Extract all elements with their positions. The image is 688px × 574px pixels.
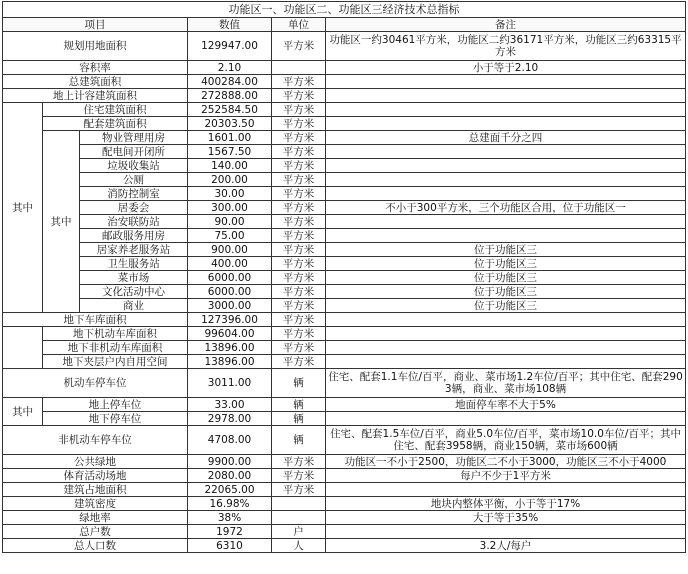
row-note: 每户不少于1平方米 (326, 469, 686, 483)
row-note: 功能区一约30461平方米，功能区二约36171平方米，功能区三约63315平方米 (326, 32, 686, 61)
header-unit: 单位 (272, 18, 326, 32)
row-item: 地下停车位 (43, 412, 188, 426)
table-row (3, 497, 686, 511)
row-value: 300.00 (188, 201, 272, 215)
row-unit: 平方米 (272, 145, 326, 159)
row-note (326, 355, 686, 369)
row-note (326, 525, 686, 539)
table-row (3, 145, 686, 159)
table-row (3, 483, 686, 497)
row-value: 3000.00 (188, 299, 272, 313)
row-unit (272, 61, 326, 75)
table-row (3, 271, 686, 285)
row-note (326, 327, 686, 341)
table-row (3, 257, 686, 271)
table-row (3, 243, 686, 257)
table-row (3, 215, 686, 229)
row-value: 1567.50 (188, 145, 272, 159)
row-note: 位于功能区三 (326, 257, 686, 271)
row-note (326, 103, 686, 117)
row-item: 文化活动中心 (80, 285, 188, 299)
table-row (3, 327, 686, 341)
table-row (3, 469, 686, 483)
row-item: 商业 (80, 299, 188, 313)
table-row (3, 61, 686, 75)
row-value: 22065.00 (188, 483, 272, 497)
row-unit: 平方米 (272, 75, 326, 89)
row-unit: 平方米 (272, 131, 326, 145)
table-row (3, 313, 686, 327)
table-row (3, 173, 686, 187)
table-row (3, 103, 686, 117)
row-value: 2.10 (188, 61, 272, 75)
row-note: 住宅、配套1.1车位/百平，商业、菜市场1.2车位/百平；其中住宅、配套2903辆，商业、菜市场108辆 (326, 369, 686, 398)
row-item: 居委会 (80, 201, 188, 215)
row-item: 非机动车停车位 (3, 426, 188, 455)
row-value: 2080.00 (188, 469, 272, 483)
row-value: 900.00 (188, 243, 272, 257)
group-label-qizhong: 其中 (3, 398, 43, 426)
row-unit: 平方米 (272, 285, 326, 299)
row-note: 住宅、配套1.5车位/百平，商业5.0车位/百平，菜市场10.0车位/百平；其中住宅、配套3958辆，商业150辆，菜市场600辆 (326, 426, 686, 455)
row-value: 13896.00 (188, 341, 272, 355)
row-value: 140.00 (188, 159, 272, 173)
header-item: 项目 (3, 18, 188, 32)
row-note: 地面停车率不大于5% (326, 398, 686, 412)
blank-indent-cell (3, 327, 43, 369)
row-unit: 平方米 (272, 341, 326, 355)
row-item: 建筑占地面积 (3, 483, 188, 497)
row-item: 卫生服务站 (80, 257, 188, 271)
row-unit (272, 511, 326, 525)
row-value: 99604.00 (188, 327, 272, 341)
row-value: 1972 (188, 525, 272, 539)
row-unit: 平方米 (272, 215, 326, 229)
row-value: 2978.00 (188, 412, 272, 426)
row-value: 200.00 (188, 173, 272, 187)
row-value: 75.00 (188, 229, 272, 243)
row-item: 地下车库面积 (3, 313, 188, 327)
row-note: 位于功能区三 (326, 285, 686, 299)
row-unit: 平方米 (272, 271, 326, 285)
table-row (3, 117, 686, 131)
row-value: 6310 (188, 539, 272, 553)
row-note: 功能区一不小于2500，功能区二不小于3000，功能区三不小于4000 (326, 455, 686, 469)
row-note (326, 412, 686, 426)
row-item: 配套建筑面积 (43, 117, 188, 131)
table-row (3, 426, 686, 455)
group-label-qizhong: 其中 (3, 103, 43, 313)
row-item: 公共绿地 (3, 455, 188, 469)
row-item: 地上计容建筑面积 (3, 89, 188, 103)
row-note (326, 215, 686, 229)
row-unit: 平方米 (272, 327, 326, 341)
row-item: 地下机动车库面积 (43, 327, 188, 341)
row-unit: 辆 (272, 398, 326, 412)
row-item: 地下非机动车库面积 (43, 341, 188, 355)
row-note: 总建面千分之四 (326, 131, 686, 145)
row-value: 3011.00 (188, 369, 272, 398)
row-value: 30.00 (188, 187, 272, 201)
table-row (3, 201, 686, 215)
row-item: 绿地率 (3, 511, 188, 525)
row-item: 建筑密度 (3, 497, 188, 511)
row-unit: 平方米 (272, 159, 326, 173)
table-row (3, 32, 686, 61)
row-item: 菜市场 (80, 271, 188, 285)
table-row (3, 229, 686, 243)
row-value: 252584.50 (188, 103, 272, 117)
table-row (3, 159, 686, 173)
row-note (326, 159, 686, 173)
row-unit: 平方米 (272, 469, 326, 483)
group-label-qizhong: 其中 (43, 131, 80, 313)
table-title: 功能区一、功能区二、功能区三经济技术总指标 (3, 2, 686, 18)
row-value: 16.98% (188, 497, 272, 511)
row-item: 邮政服务用房 (80, 229, 188, 243)
table-row (3, 75, 686, 89)
table-row (3, 398, 686, 412)
row-unit: 平方米 (272, 299, 326, 313)
table-row (3, 525, 686, 539)
title-row (3, 2, 686, 18)
header-note: 备注 (326, 18, 686, 32)
row-unit: 平方米 (272, 355, 326, 369)
table-row (3, 511, 686, 525)
row-unit: 平方米 (272, 32, 326, 61)
row-item: 配电间开闭所 (80, 145, 188, 159)
row-value: 33.00 (188, 398, 272, 412)
row-value: 4708.00 (188, 426, 272, 455)
row-item: 公厕 (80, 173, 188, 187)
row-value: 1601.00 (188, 131, 272, 145)
row-unit: 平方米 (272, 455, 326, 469)
row-value: 400.00 (188, 257, 272, 271)
table-row (3, 355, 686, 369)
table-row (3, 455, 686, 469)
row-item: 机动车停车位 (3, 369, 188, 398)
row-note (326, 341, 686, 355)
row-unit: 平方米 (272, 117, 326, 131)
row-unit (272, 497, 326, 511)
row-value: 272888.00 (188, 89, 272, 103)
row-value: 129947.00 (188, 32, 272, 61)
row-note: 小于等于2.10 (326, 61, 686, 75)
row-note: 地块内整体平衡，小于等于17% (326, 497, 686, 511)
row-note (326, 145, 686, 159)
row-note (326, 89, 686, 103)
table-row (3, 285, 686, 299)
row-value: 400284.00 (188, 75, 272, 89)
table-row (3, 187, 686, 201)
row-note: 位于功能区三 (326, 243, 686, 257)
row-unit: 辆 (272, 412, 326, 426)
row-note: 不小于300平方米，三个功能区合用，位于功能区一 (326, 201, 686, 215)
row-unit: 平方米 (272, 313, 326, 327)
row-unit: 辆 (272, 426, 326, 455)
row-item: 物业管理用房 (80, 131, 188, 145)
row-note (326, 229, 686, 243)
row-value: 127396.00 (188, 313, 272, 327)
row-unit: 平方米 (272, 173, 326, 187)
row-unit: 平方米 (272, 229, 326, 243)
row-value: 20303.50 (188, 117, 272, 131)
row-note: 位于功能区三 (326, 299, 686, 313)
row-item: 地下夹层户内自用空间 (43, 355, 188, 369)
table-row (3, 412, 686, 426)
row-item: 总建筑面积 (3, 75, 188, 89)
row-value: 13896.00 (188, 355, 272, 369)
row-unit: 平方米 (272, 89, 326, 103)
row-note (326, 75, 686, 89)
row-note: 大于等于35% (326, 511, 686, 525)
economic-indicators-table (2, 1, 686, 553)
row-item: 垃圾收集站 (80, 159, 188, 173)
table-row (3, 131, 686, 145)
row-value: 9900.00 (188, 455, 272, 469)
row-unit: 户 (272, 525, 326, 539)
header-value: 数值 (188, 18, 272, 32)
row-item: 地上停车位 (43, 398, 188, 412)
row-item: 规划用地面积 (3, 32, 188, 61)
row-value: 90.00 (188, 215, 272, 229)
row-unit: 平方米 (272, 243, 326, 257)
row-unit: 平方米 (272, 257, 326, 271)
row-unit: 平方米 (272, 103, 326, 117)
row-unit: 平方米 (272, 201, 326, 215)
row-note: 3.2人/每户 (326, 539, 686, 553)
row-note (326, 117, 686, 131)
row-item: 消防控制室 (80, 187, 188, 201)
row-item: 容积率 (3, 61, 188, 75)
row-note: 位于功能区三 (326, 271, 686, 285)
row-unit: 平方米 (272, 483, 326, 497)
row-value: 38% (188, 511, 272, 525)
row-item: 体育活动场地 (3, 469, 188, 483)
table-row (3, 299, 686, 313)
row-note (326, 483, 686, 497)
row-item: 总人口数 (3, 539, 188, 553)
row-item: 居家养老服务站 (80, 243, 188, 257)
row-unit: 辆 (272, 369, 326, 398)
row-value: 6000.00 (188, 285, 272, 299)
table-row (3, 89, 686, 103)
row-note (326, 173, 686, 187)
header-row (3, 18, 686, 32)
row-value: 6000.00 (188, 271, 272, 285)
row-note (326, 187, 686, 201)
row-item: 治安联防站 (80, 215, 188, 229)
row-item: 总户数 (3, 525, 188, 539)
row-unit: 平方米 (272, 187, 326, 201)
row-unit: 人 (272, 539, 326, 553)
row-note (326, 313, 686, 327)
table-row (3, 369, 686, 398)
table-row (3, 341, 686, 355)
row-item: 住宅建筑面积 (43, 103, 188, 117)
table-row (3, 539, 686, 553)
